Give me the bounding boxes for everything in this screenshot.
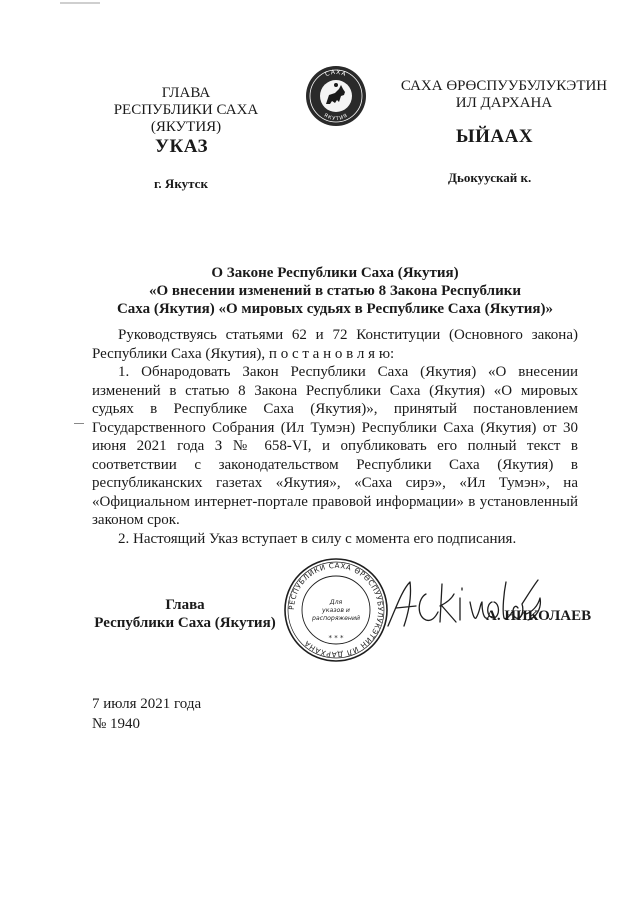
seal-center-line1: Для [329,599,343,606]
city-sakha: Дьокуускай к. [448,170,532,185]
header-left-line2: РЕСПУБЛИКИ САХА (ЯКУТИЯ) [113,102,259,135]
seal-center-line2: указов и [322,607,350,614]
scan-artifact [60,2,100,4]
decree-title [90,264,580,318]
city-russian: г. Якутск [154,176,208,191]
title-line1: О Законе Республики Саха (Якутия) [211,265,459,281]
decree-body [92,326,578,548]
emblem-top-text: САХА [324,68,348,79]
margin-mark [74,423,84,424]
item-2-paragraph: 2. Настоящий Указ вступает в силу с момента его подписания. [118,530,517,547]
title-line2: «О внесении изменений в статью 8 Закона Республики [148,283,522,299]
emblem-bottom-text: ЯКУТИЯ [322,112,350,123]
signatory-title-line2: Республики Саха (Якутия) [94,615,276,631]
doc-type-russian: УКАЗ [155,136,208,157]
official-seal [282,556,390,664]
doc-type-sakha: ЫЙААХ [456,126,534,147]
signatory-title [92,596,278,632]
signatory-name: А. НИКОЛАЕВ [486,608,592,624]
header-right-line1: САХА ӨРӨСПУУБУЛУКЭТИН [400,78,608,94]
republic-emblem-icon [304,64,368,128]
item-1-paragraph: 1. Обнародовать Закон Республики Саха (Якутия) «О внесении изменений в статью 8 Закона Республики Саха (Якутия) «О мировых судьях в Республике Саха (Якутия)», принятый постановлением Государственного Собрания (Ил Тумэн) Республики Саха (Якутия) от 30 июня 2021 года З № 658-VI, и опубликовать его полный текст в соответствии с законодательством Республики Саха (Якутия) в республиканских газетах «Якутия», «Саха сирэ», «Ил Тумэн», на «Официальном интернет-портале правовой информации» в установленный законом срок. [92,364,578,528]
header-left-russian [78,85,294,136]
seal-center-line3: распоряжений [311,615,361,622]
svg-text:* * *: * * * [328,634,344,642]
header-right-line2: ИЛ ДАРХАНА [455,95,553,111]
seal-ring-text: РЕСПУБЛИКИ САХА ӨРӨСПУУБУЛУКЭТИН ИЛ ДАРХАНА [286,560,386,660]
header-right-sakha [388,78,620,112]
decree-date: 7 июля 2021 года [92,696,202,712]
decree-date-block [92,694,201,734]
decree-number: № 1940 [92,716,141,732]
signatory-title-line1: Глава [165,597,205,613]
preamble-paragraph: Руководствуясь статьями 62 и 72 Конституции (Основного закона) Республики Саха (Якутия), п о с т а н о в л я ю: [92,327,578,362]
header-left-line1: ГЛАВА [161,85,211,101]
title-line3: Саха (Якутия) «О мировых судьях в Республике Саха (Якутия)» [116,301,554,317]
